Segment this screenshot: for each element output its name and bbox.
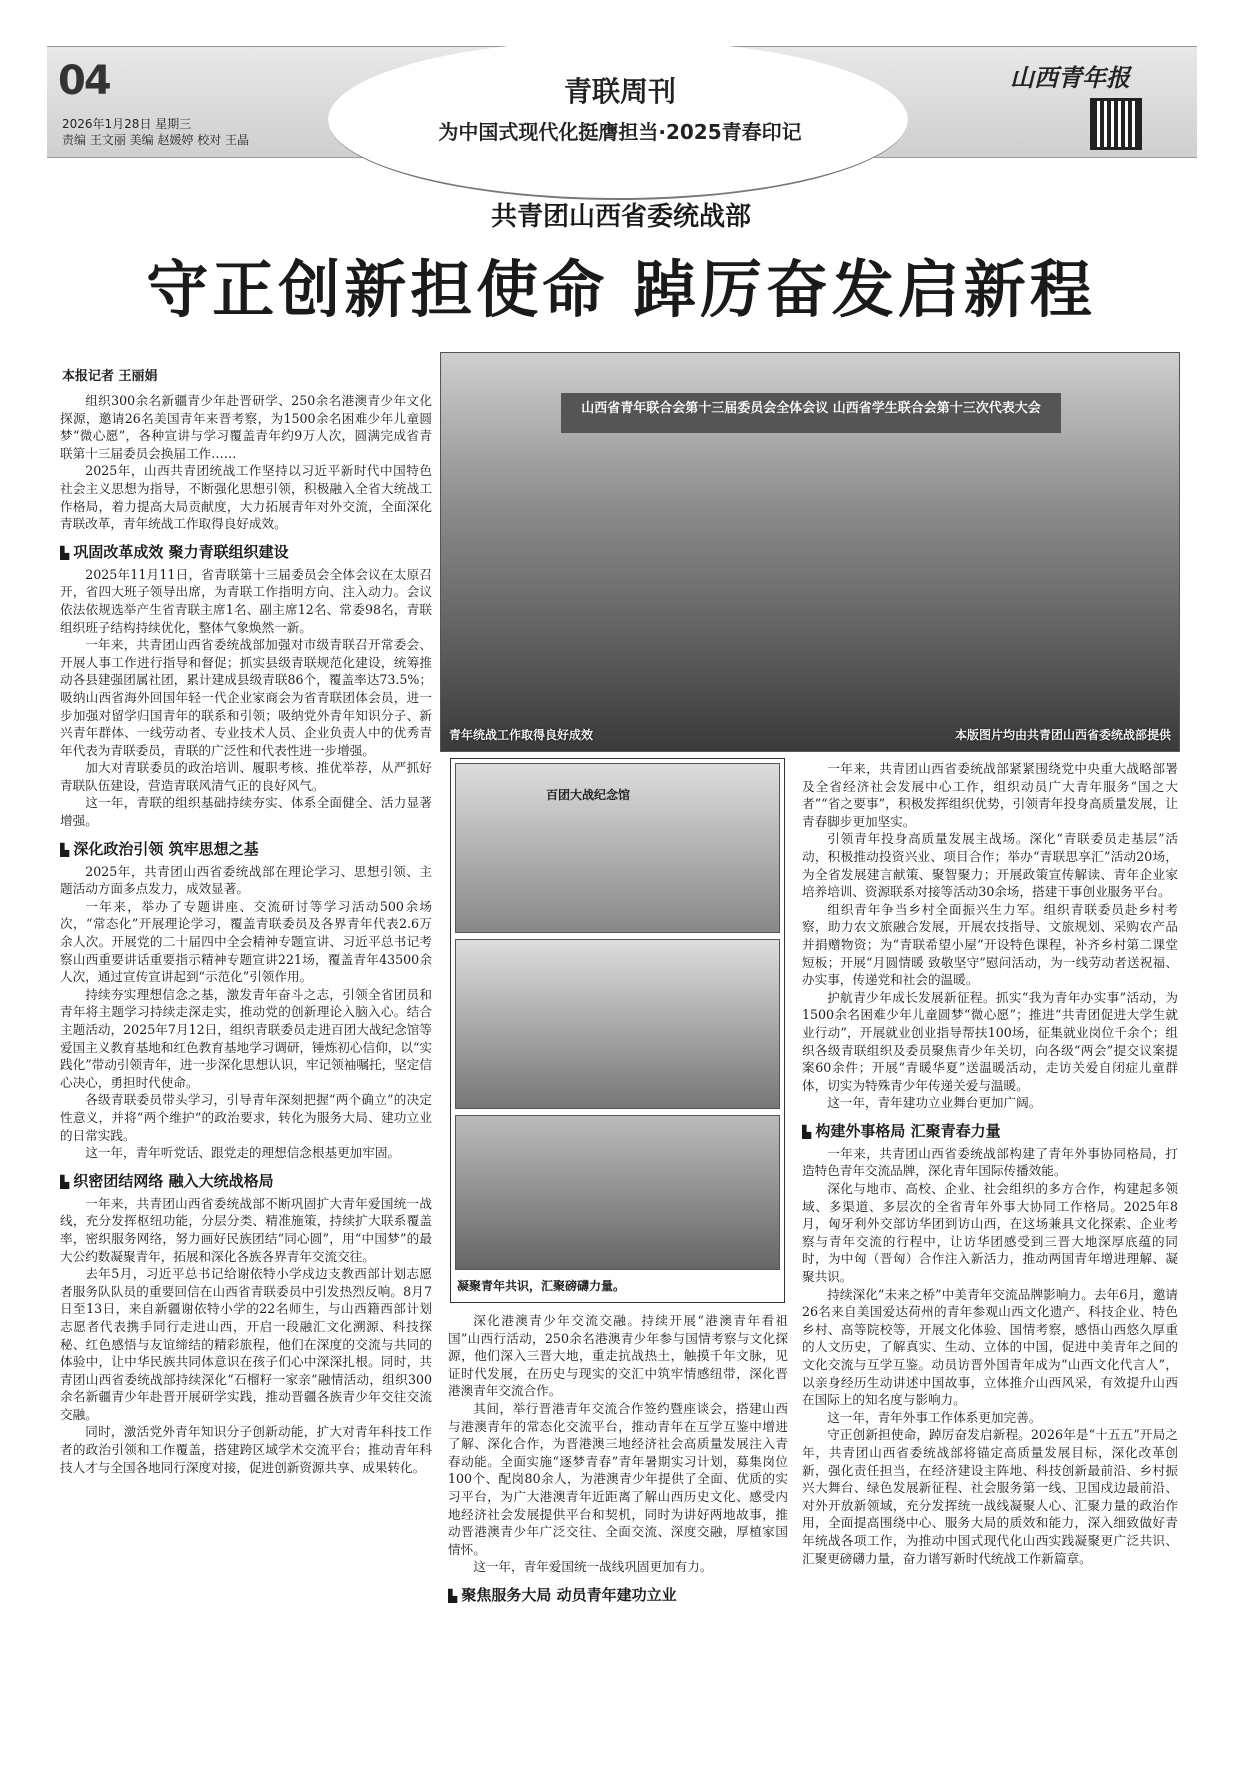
body-paragraph: 这一年，青联的组织基础持续夯实、体系全面健全、活力显著增强。 <box>60 795 432 829</box>
body-paragraph: 持续深化“未来之桥”中美青年交流品牌影响力。去年6月，邀请26名来自美国爱达荷州的青年参观山西文化遗产、科技企业、特色乡村、高等院校等，开展文化体验、国情考察，感悟山西悠久厚重的人文历史，了解真实、生动、立体的中国，促进中美青年之间的文化交流与互学互鉴。动员访晋外国青年成为“山西文化代言人”，以亲身经历生动讲述中国故事，立体推介山西风采，有效提升山西在国际上的知名度与影响力。 <box>802 1286 1178 1408</box>
body-paragraph: 各级青联委员带头学习，引导青年深刻把握“两个确立”的决定性意义，并将“两个维护”的政治要求，转化为服务大局、建功立业的日常实践。 <box>60 1092 432 1143</box>
column-left <box>60 392 432 1762</box>
body-paragraph: 组织青年争当乡村全面振兴生力军。组织青联委员赴乡村考察，助力农文旅融合发展，开展农技指导、文旅规划、采购农产品并捐赠物资；为“青联希望小屋”开设特色课程，补齐乡村第二课堂短板；开展“月圆情暖 致敬坚守”慰问活动，为一线劳动者送祝福、办实事，传递党和社会的温暖。 <box>802 901 1178 988</box>
byline: 本报记者 王丽娟 <box>62 369 158 384</box>
body-paragraph: 深化港澳青少年交流交融。持续开展“港澳青年看祖国”山西行活动，250余名港澳青少年参与国情考察与文化探源，他们深入三晋大地，重走抗战热土，触摸千年文脉，见证时代发展，在历史与现实的交汇中筑牢情感纽带，深化晋港澳青年交流合作。 <box>448 1313 788 1399</box>
body-paragraph: 去年5月，习近平总书记给谢依特小学戍边支教西部计划志愿者服务队队员的重要回信在山西省青联委员中引发热烈反响。8月7日至13日，来自新疆谢依特小学的22名师生，与山西籍西部计划志愿者代表携手同行走进山西，开启一段融汇文化溯源、科技探秘、红色感悟与友谊缔结的精彩旅程，他们在深度的交流与共同的体验中，让中华民族共同体意识在孩子们心中深深扎根。同时，共青团山西省委统战部持续深化“石榴籽一家亲”融情活动，组织300余名新疆青少年赴晋开展研学实践，推动晋疆各族青少年交往交流交融。 <box>60 1266 432 1422</box>
body-paragraph: 这一年，青年外事工作体系更加完善。 <box>827 1409 1042 1425</box>
article-kicker: 共青团山西省委统战部 <box>490 202 751 232</box>
body-paragraph: 2025年11月11日，省青联第十三届委员会全体会议在太原召开，省四大班子领导出席，为青联工作指明方向、注入动力。会议依法依规选举产生省青联主席1名、副主席12名、常委98名，青联组织班子结构持续优化，整体气象焕然一新。 <box>60 566 432 635</box>
body-paragraph: 引领青年投身高质量发展主战场。深化“青联委员走基层”活动，积极推动投资兴业、项目合作；举办“青联思享汇”活动20场，为全省发展建言献策、聚智聚力；开展政策宣传解读、青年企业家培养培训、资源联系对接等活动30余场，搭建干事创业服务平台。 <box>802 831 1178 900</box>
section-subtitle: 为中国式现代化挺膺担当·2025青春印记 <box>438 120 802 144</box>
body-paragraph: 深化与地市、高校、企业、社会组织的多方合作，构建起多领域、多渠道、多层次的全省青年外事大协同工作格局。2025年8月，匈牙利外交部访华团到访山西，在这场兼具文化探索、企业考察与青年交流的行程中，让访华团感受到三晋大地深厚底蕴的同时，为中匈（晋匈）合作注入新活力，推动两国青年增进理解、凝聚共识。 <box>802 1181 1178 1285</box>
group-photo <box>455 1115 780 1270</box>
body-paragraph: 其间，举行晋港青年交流合作签约暨座谈会，搭建山西与港澳青年的常态化交流平台，推动青年在互学互鉴中增进了解、深化合作，为晋港澳三地经济社会高质量发展注入青春动能。全面实施“逐梦青春”青年暑期实习计划，募集岗位100个、配岗80余人，为港澳青少年提供了全面、优质的实习平台，为广大港澳青年近距离了解山西历史文化、感受内地经济社会发展提供平台和契机，同时为讲好两地故事，推动晋港澳青少年广泛交往、全面交流、深度交融，厚植家国情怀。 <box>448 1400 788 1557</box>
building-sign: 百团大战纪念馆 <box>546 788 631 802</box>
photo-banner: 山西省青年联合会第十三届委员会全体会议 山西省学生联合会第十三次代表大会 <box>561 393 1061 433</box>
section-heading: ▙ 深化政治引领 筑牢思想之基 <box>60 838 432 859</box>
main-photo-caption: 青年统战工作取得良好成效 <box>449 728 594 742</box>
section-heading: ▙ 织密团结网络 融入大统战格局 <box>60 1170 432 1191</box>
column-right <box>802 760 1178 1762</box>
section-heading: ▙ 聚焦服务大局 动员青年建功立业 <box>448 1584 788 1605</box>
article-headline: 守正创新担使命 踔厉奋发启新程 <box>146 253 1096 326</box>
issue-info: 2026年1月28日 星期三 责编 王文丽 美编 赵媛婷 校对 王晶 <box>62 117 250 147</box>
section-title: 青联周刊 <box>563 75 676 108</box>
photo-caption: 凝聚青年共识，汇聚磅礴力量。 <box>457 1279 626 1293</box>
main-photo <box>440 352 1180 752</box>
photo-credit: 本版图片均由共青团山西省委统战部提供 <box>954 728 1171 742</box>
newspaper-logo: 山西青年报 <box>1010 63 1130 92</box>
group-photo <box>455 939 780 1109</box>
body-paragraph: 守正创新担使命，踔厉奋发启新程。2026年是“十五五”开局之年，共青团山西省委统战部将锚定高质量发展目标，深化改革创新，强化责任担当，在经济建设主阵地、科技创新最前沿、乡村振兴大舞台、绿色发展新征程、社会服务第一线、卫国戍边最前沿、对外开放新领域，充分发挥统一战线凝聚人心、汇聚力量的政治作用，全面提高围绕中心、服务大局的质效和能力，深入细致做好青年统战各项工作，为推动中国式现代化山西实践凝聚更广泛共识、汇聚更磅礴力量，奋力谱写新时代统战工作新篇章。 <box>802 1427 1178 1566</box>
body-paragraph: 一年来，共青团山西省委统战部加强对市级青联召开常委会、开展人事工作进行指导和督促；抓实县级青联规范化建设，统筹推动各县建强团属社团，累计建成县级青联86个，覆盖率达73.5%；吸纳山西省海外回国年轻一代企业家商会为省青联团体会员，进一步加强对留学归国青年的联系和引领；吸纳党外青年知识分子、新兴青年群体、一线劳动者、专业技术人员、企业负责人中的优秀青年代表为青联委员，青联的广泛性和代表性进一步增强。 <box>60 637 432 758</box>
section-heading: ▙ 巩固改革成效 聚力青联组织建设 <box>60 541 432 562</box>
body-paragraph: 同时，激活党外青年知识分子创新动能，扩大对青年科技工作者的政治引领和工作覆盖，搭建跨区域学术交流平台；推动青年科技人才与全国各地同行深度对接，促进创新资源共享、成果转化。 <box>60 1424 432 1475</box>
body-paragraph: 这一年，青年建功立业舞台更加广阔。 <box>827 1095 1042 1111</box>
memorial-photo <box>455 763 780 933</box>
body-paragraph: 这一年，青年听党话、跟党走的理想信念根基更加牢固。 <box>85 1145 401 1161</box>
body-paragraph: 持续夯实理想信念之基，激发青年奋斗之志，引领全省团员和青年将主题学习持续走深走实，推动党的创新理论入脑入心。结合主题活动，2025年7月12日，组织青联委员走进百团大战纪念馆等爱国主义教育基地和红色教育基地学习调研，锤炼初心信仰，以“实践化”带动引领青年，进一步深化思想认识，牢记领袖嘱托，坚定信心决心，勇担时代使命。 <box>60 986 432 1090</box>
body-paragraph: 一年来，共青团山西省委统战部构建了青年外事协同格局，打造特色青年交流品牌，深化青年国际传播效能。 <box>802 1145 1178 1179</box>
body-paragraph: 一年来，举办了专题讲座、交流研讨等学习活动500余场次，“常态化”开展理论学习，覆盖青联委员及各界青年代表2.6万余人次。开展党的二十届四中全会精神专题宣讲、习近平总书记考察山西重要讲话重要指示精神专题宣讲221场，覆盖青年43500余人次，通过宣传宣讲起到“示范化”引领作用。 <box>60 898 432 985</box>
photo-stack-box <box>450 758 785 1303</box>
page-number: 04 <box>58 58 110 104</box>
body-paragraph: 一年来，共青团山西省委统战部不断巩固扩大青年爱国统一战线，充分发挥枢纽功能，分层分类、精准施策，持续扩大联系覆盖率，密织服务网络，努力画好民族团结“同心圆”，用“中国梦”的最大公约数凝聚青年，拓展和深化各族各界青年交流交往。 <box>60 1195 432 1264</box>
body-paragraph: 护航青少年成长发展新征程。抓实“我为青年办实事”活动，为1500余名困难少年儿童圆梦“微心愿”；推进“共青团促进大学生就业行动”，开展就业创业指导帮扶100场，征集就业岗位千余个；组织各级青联组织及委员聚焦青少年关切，向各级“两会”提交议案提案60余件；开展“青暖华夏”送温暖活动，走访关爱自闭症儿童群体，切实为特殊青少年传递关爱与温暖。 <box>802 989 1178 1093</box>
intro-paragraph: 组织300余名新疆青少年赴晋研学、250余名港澳青少年文化探源，邀请26名美国青年来晋考察，为1500余名困难少年儿童圆梦“微心愿”，各种宣讲与学习覆盖青年约9万人次，圆满完成省青联第十三届委员会换届工作…… <box>60 393 432 461</box>
body-paragraph: 一年来，共青团山西省委统战部紧紧围绕党中央重大战略部署及全省经济社会发展中心工作，组织动员广大青年服务“国之大者”“省之要事”，积极发挥组织优势，引领青年投身高质量发展，让青春脚步更加坚实。 <box>802 761 1178 829</box>
body-paragraph: 加大对青联委员的政治培训、履职考核、推优举荐，从严抓好青联队伍建设，营造青联风清气正的良好风气。 <box>60 760 432 793</box>
body-paragraph: 这一年，青年爱国统一战线巩固更加有力。 <box>473 1559 713 1575</box>
qr-code-icon <box>1090 98 1142 150</box>
column-middle <box>448 1312 788 1762</box>
body-paragraph: 2025年，共青团山西省委统战部在理论学习、思想引领、主题活动方面多点发力，成效显著。 <box>60 863 432 897</box>
section-heading: ▙ 构建外事格局 汇聚青春力量 <box>802 1120 1178 1141</box>
intro-paragraph: 2025年，山西共青团统战工作坚持以习近平新时代中国特色社会主义思想为指导，不断强化思想引领，积极融入全省大统战工作格局，着力提高大局贡献度，大力拓展青年对外交流，全面深化青联改革，青年统战工作取得良好成效。 <box>60 463 432 532</box>
